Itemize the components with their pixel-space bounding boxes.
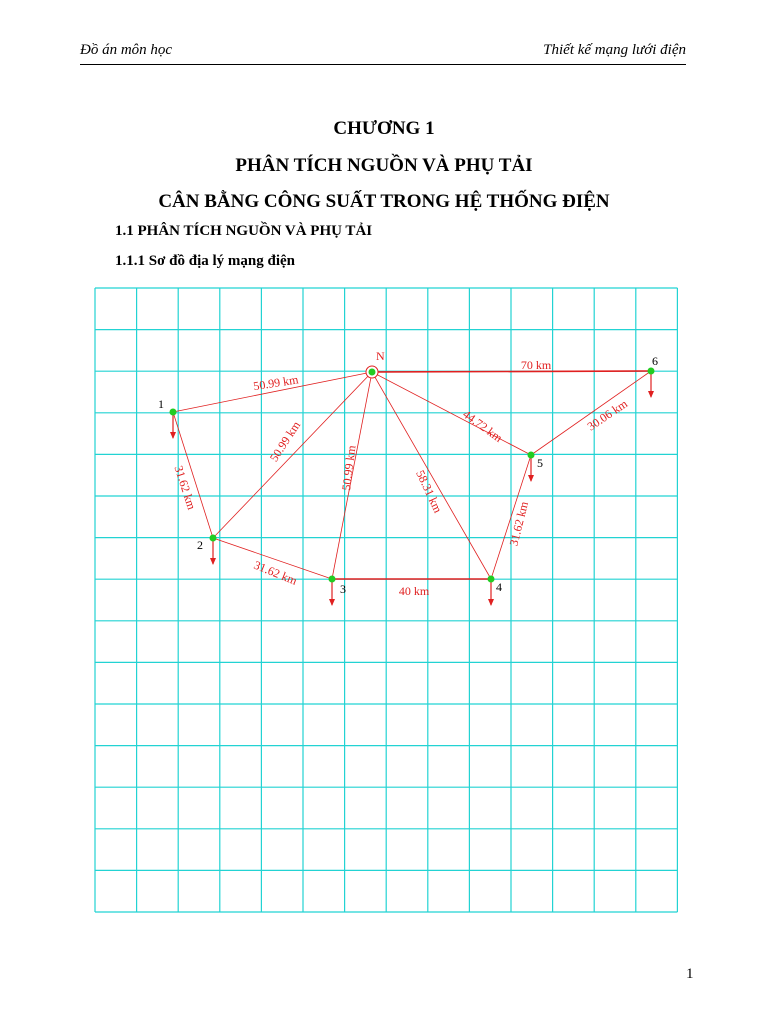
load-arrow-head [488, 599, 494, 606]
line-length-label: 31.62 km [171, 463, 199, 512]
load-arrow-head [210, 558, 216, 565]
load-arrow-head [170, 432, 176, 439]
chapter-title-1: PHÂN TÍCH NGUỒN VÀ PHỤ TẢI [235, 155, 533, 176]
node-label: N [376, 349, 385, 363]
node-label: 3 [340, 582, 346, 596]
node-3 [329, 576, 336, 583]
load-arrow-head [329, 599, 335, 606]
node-label: 2 [197, 538, 203, 552]
node-1 [170, 409, 177, 416]
line-length-label: 50.99 km [266, 418, 304, 465]
section-heading: 1.1 PHÂN TÍCH NGUỒN VÀ PHỤ TẢI [115, 223, 373, 239]
network-lines [172, 358, 651, 598]
line-length-label: 50.99 km [339, 444, 359, 492]
line-length-label: 40 km [398, 583, 430, 598]
line-length-label: 58.31 km [413, 467, 446, 515]
header-left-text: Đồ án môn học [80, 42, 173, 58]
line-length-label: 50.99 km [252, 372, 300, 394]
network-nodes [158, 349, 658, 596]
subsection-heading: 1.1.1 Sơ đồ địa lý mạng điện [115, 253, 296, 269]
header-right-text: Thiết kế mạng lưới điện [543, 42, 686, 58]
line-length-label: 30.06 km [584, 396, 631, 434]
line-length-label: 70 km [520, 357, 552, 372]
chapter-heading: CHƯƠNG 1 [333, 118, 435, 139]
node-label: 5 [537, 456, 543, 470]
line-N-6 [372, 371, 651, 372]
line-length-label: 31.62 km [506, 500, 532, 548]
load-arrow-head [528, 475, 534, 482]
node-6 [648, 368, 655, 375]
page-number: 1 [686, 966, 694, 982]
node-4 [488, 576, 495, 583]
line-length-label: 31.62 km [251, 557, 300, 588]
chapter-title-2: CÂN BẰNG CÔNG SUẤT TRONG HỆ THỐNG ĐIỆN [158, 191, 610, 212]
load-arrow-head [648, 391, 654, 398]
map-grid [95, 288, 677, 912]
node-N [369, 369, 376, 376]
node-label: 4 [496, 580, 502, 594]
load-arrows [170, 373, 654, 606]
line-length-label: 44.72 km [460, 406, 506, 445]
node-label: 6 [652, 354, 658, 368]
node-5 [528, 452, 535, 459]
node-label: 1 [158, 397, 164, 411]
node-2 [210, 535, 217, 542]
